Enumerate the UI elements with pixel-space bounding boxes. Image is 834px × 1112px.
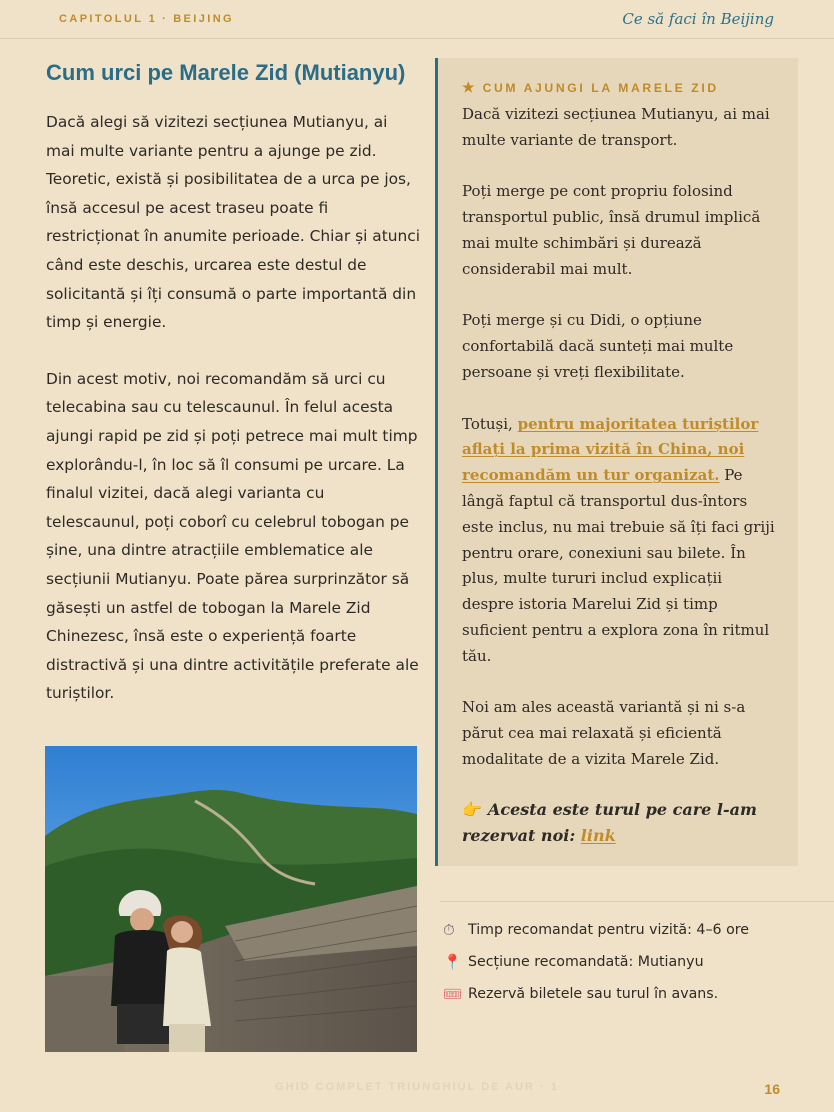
footer-guide-title: GHID COMPLET TRIUNGHIUL DE AUR · 1 <box>275 1081 559 1093</box>
ticket-icon: 🎟 <box>443 985 463 1003</box>
booked-tour-text: Acesta este turul pe care l-am rezervat noi: <box>462 799 757 845</box>
callout-heading <box>462 79 778 96</box>
tour-link[interactable]: link <box>580 825 616 845</box>
pin-icon: 📍 <box>443 953 462 971</box>
fact-text: Rezervă biletele sau turul în avans. <box>468 986 719 1002</box>
callout-paragraph <box>462 412 778 670</box>
chapter-number: CAPITOLUL 1 <box>59 13 158 25</box>
section-title: Cum urci pe Marele Zid (Mutianyu) <box>46 60 406 85</box>
main-column <box>46 60 420 708</box>
callout-intro: Totuși, <box>462 414 518 433</box>
hand-pointing-icon: 👉 <box>462 799 482 819</box>
callout-paragraph: Dacă vizitezi secțiunea Mutianyu, ai mai multe variante de transport. <box>462 105 770 149</box>
body-paragraph: Din acest motiv, noi recomandăm să urci cu telecabina sau cu telescaunul. În felul acesta ajungi rapid pe zid și poți petrece mai mult timp explorându-l, în loc să îl consumi pe urcare. La finalul vizitei, dacă alegi varianta cu telescaunul, poți coborî cu celebrul tobogan pe șine, una dintre atracțiile emblematice ale secțiunii Mutianyu. Poate părea surprinzător să găsești un astfel de tobogan la Marele Zid Chinezesc, însă este o experiență foarte distractivă și una dintre activitățile preferate ale turiștilor. <box>46 369 419 703</box>
chapter-label <box>59 13 234 25</box>
callout-paragraph: Noi am ales această variantă și ni s-a părut cea mai relaxată și eficientă modalitate de a vizita Marele Zid. <box>462 698 746 768</box>
star-icon: ★ <box>462 79 475 95</box>
transport-callout <box>435 58 798 866</box>
fact-book-ahead <box>443 978 823 1010</box>
stopwatch-icon: ⏱ <box>443 921 455 939</box>
running-title: Ce să faci în Beijing <box>622 10 774 28</box>
quick-facts-list <box>443 914 823 1010</box>
body-paragraph: Dacă alegi să vizitezi secțiunea Mutianyu, ai mai multe variante pentru a ajunge pe zid. Teoretic, există și posibilitatea de a urca pe jos, însă accesul pe acest traseu poate fi restricționat în anumite perioade. Chiar și atunci când este deschis, urcarea este destul de solicitantă și îți consumă o parte importantă din timp și energie. <box>46 113 420 332</box>
callout-paragraph-rest: Pe lângă faptul că transportul dus-întors este inclus, nu mai trebuie să îți faci griji pentru orare, conexiuni sau bilete. În plus, multe tururi includ explicații despre istoria Marelui Zid și timp suficient pentru a explora zona în ritmul tău. <box>462 466 775 665</box>
chapter-separator: · <box>162 13 169 25</box>
page-header <box>0 0 834 39</box>
booked-tour-line <box>462 797 778 849</box>
callout-heading-text: CUM AJUNGI LA MARELE ZID <box>482 80 719 95</box>
chapter-city: BEIJING <box>173 13 235 25</box>
callout-paragraph: Poți merge pe cont propriu folosind transportul public, însă drumul implică mai multe schimbări și durează considerabil mai mult. <box>462 182 761 278</box>
page-number: 16 <box>764 1081 780 1097</box>
great-wall-photo <box>45 746 417 1052</box>
fact-recommended-section <box>443 946 823 978</box>
callout-paragraph: Poți merge și cu Didi, o opțiune confortabilă dacă sunteți mai multe persoane și vreți flexibilitate. <box>462 311 734 381</box>
facts-divider <box>440 901 834 902</box>
fact-text: Timp recomandat pentru vizită: 4–6 ore <box>468 922 749 938</box>
fact-text: Secțiune recomandată: Mutianyu <box>468 954 704 970</box>
organized-tour-highlight: pentru majoritatea turiștilor aflați la prima vizită în China, noi recomandăm un tur organizat. <box>462 414 759 485</box>
fact-visit-time <box>443 914 823 946</box>
